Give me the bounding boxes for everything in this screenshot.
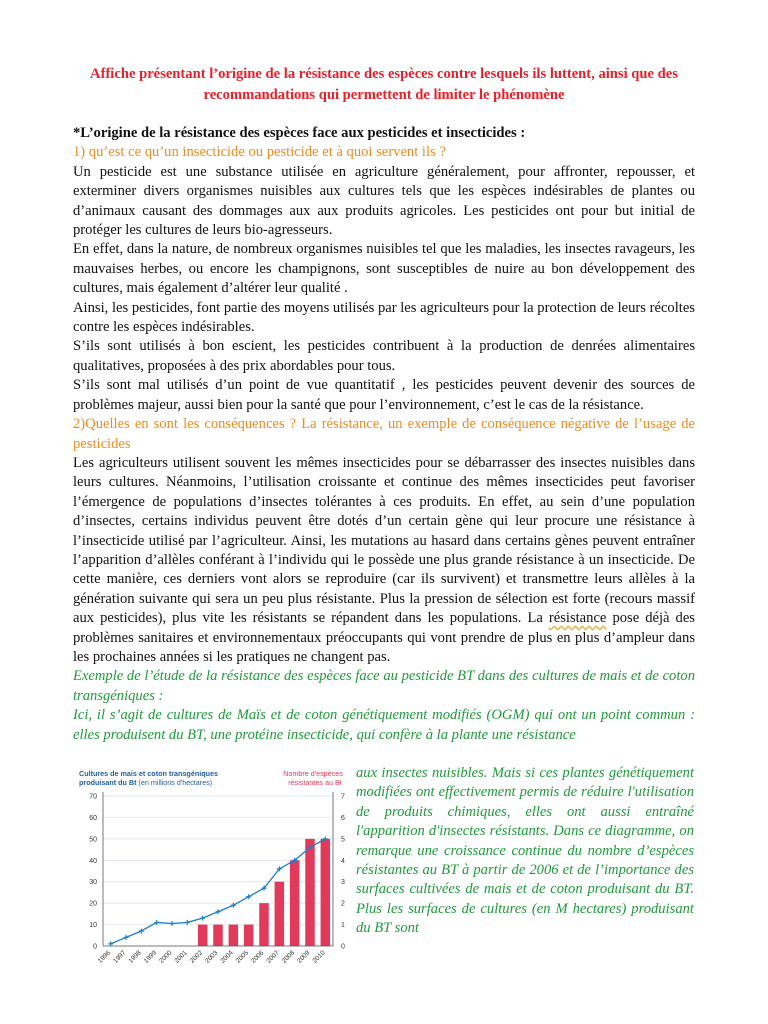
paragraph-3: Ainsi, les pesticides, font partie des moyens utilisés par les agriculteurs pour la protection de leurs récoltes contre les espèces indésirables. [73,299,695,336]
chart-bar [259,903,269,946]
chart-right-title-1: Nombre d'espèces [283,769,343,778]
chart-right-tick-label: 0 [341,943,345,951]
side-text: aux insectes nuisibles. Mais si ces plantes génétiquement modifiées ont effectivement permis de réduire l'utilisation de produits chimiques, elles ont aussi entraîné l'apparition d'insectes résistants. Dans ce diagramme, on remarque une croissance continue du nombre d’espèces résistantes au BT à partir de 2006 et de l’importance des surfaces cultivées de mais et de coton produisant du BT. Plus les surfaces de cultures (en M hectares) produisant du BT sont [356,765,694,937]
chart-left-tick-label: 0 [93,943,97,951]
chart-left-title-1: Cultures de mais et coton transgéniques [79,769,218,778]
chart-right-tick-label: 6 [341,814,345,822]
chart-left-tick-label: 50 [89,836,97,844]
chart-right-tick-label: 7 [341,793,345,801]
chart-x-tick-label: 2008 [280,949,297,965]
chart-x-tick-label: 2003 [204,949,220,965]
chart-right-tick-label: 5 [341,836,345,844]
chart-bar [198,925,208,946]
chart-x-tick-label: 1998 [127,949,143,965]
chart-x-tick-label: 2006 [250,949,266,965]
chart-bar [305,839,315,946]
chart-x-tick-label: 2010 [311,949,327,965]
chart-x-tick-label: 2005 [234,949,251,965]
chart [75,764,353,972]
paragraph-1: Un pesticide est une substance utilisée en agriculture généralement, pour affronter, repousser, et exterminer divers organismes nuisibles aux cultures tels que les espèces indésirables de plantes ou d’animaux causant des dommages aux aux produits agricoles. Les pesticides ont pour but initial de protéger les cultures de leurs bio-agresseurs. [73,163,695,239]
chart-right-tick-label: 2 [341,900,345,908]
chart-left-title-2 [79,778,212,787]
section-heading: *L’origine de la résistance des espèces face aux pesticides et insecticides : [73,125,526,141]
example-text: Ici, il s’agit de cultures de Maïs et de coton génétiquement modifiés (OGM) qui ont un point commun : elles produisent du BT, une protéine insecticide, qui confère à la plante une résistance [73,707,695,743]
chart-bar [244,925,254,946]
paragraph-4: S’ils sont utilisés à bon escient, les pesticides contribuent à la production de denrées alimentaires qualitatives, proposées à des prix abordables pour tous. [73,338,695,374]
chart-left-tick-label: 20 [89,900,97,908]
chart-x-tick-label: 1996 [96,949,113,965]
chart-x-tick-label: 2009 [296,949,312,965]
paragraph-2: En effet, dans la nature, de nombreux organismes nuisibles tel que les maladies, les insectes ravageurs, les mauvaises herbes, ou encore les champignons, sont susceptibles de nuire au bon développement des cultures, mais également d’altérer leur qualité . [73,241,695,297]
paragraph-6-part-2: pose déjà des problèmes sanitaires et environnementaux préoccupants qui vont prendre de plus en plus d’ampleur dans les prochaines années si les pratiques ne changent pas. [73,610,695,665]
chart-left-tick-label: 70 [89,793,97,801]
question-1: 1) qu’est ce qu’un insecticide ou pesticide et à quoi servent ils ? [73,144,446,161]
chart-bar [275,882,285,946]
chart-left-tick-label: 30 [89,879,97,887]
chart-x-tick-label: 2004 [219,949,235,965]
chart-x-tick-label: 2007 [265,949,281,965]
chart-left-tick-label: 10 [89,922,97,930]
paragraph-6 [73,454,695,667]
chart-bar [290,860,300,946]
chart-x-tick-label: 2002 [188,949,205,965]
chart-bar [213,925,223,946]
chart-x-tick-label: 1997 [112,949,128,965]
chart-right-title-2: résistantes au Bt [288,778,342,787]
chart-right-tick-label: 3 [341,879,345,887]
chart-svg [75,764,353,972]
chart-left-tick-label: 40 [89,857,97,865]
chart-left-unit: (en millions d'hectares) [138,778,213,787]
example-intro: Exemple de l’étude de la résistance des espèces face au pesticide BT dans des cultures de mais et de coton transgéniques : [73,668,695,704]
chart-x-tick-label: 2001 [173,949,189,965]
chart-right-tick-label: 4 [341,857,345,865]
page-title: Affiche présentant l’origine de la résistance des espèces contre lesquels ils luttent, ainsi que des recommandations qui permettent de limiter le phénomène [90,66,678,103]
chart-left-tick-label: 60 [89,814,97,822]
chart-bar [229,925,239,946]
paragraph-5: S’ils sont mal utilisés d’un point de vue quantitatif , les pesticides peuvent devenir des sources de problèmes majeur, aussi bien pour la santé que pour l’environnement, c’est le cas de la résistance. [73,377,695,413]
document-body [73,124,695,745]
paragraph-6-part-1: Les agriculteurs utilisent souvent les mêmes insecticides pour se débarrasser des insectes nuisibles dans leurs cultures. Néanmoins, l’utilisation croissante et continue des mêmes insecticides peut favoriser l’émergence de populations d’insectes tolérantes à ces produits. En effet, au sein d’une population d’insectes, certains individus peuvent être dotés d’un certain gène qui leur procure une résistance à l’insecticide utilisé par l’agriculteur. Ainsi, les mutations au hasard dans certains gènes peuvent entraîner l’apparition d’allèles conférant à l’individu qui le possède une plus grande résistance à un insecticide. De cette manière, ces derniers vont alors se reproduire (car ils survivent) et transmettre leurs allèles à la génération suivante qui sera un peu plus résistante. Plus la pression de sélection est forte (recours massif aux pesticides), plus vite les résistants se répandent dans les populations. La [73,454,695,627]
chart-left-title-2-text: produisant du Bt [79,778,137,787]
question-2: 2)Quelles en sont les conséquences ? La résistance, un exemple de conséquence négative de l’usage de pesticides [73,416,695,452]
chart-right-tick-label: 1 [341,922,345,930]
chart-x-tick-label: 1999 [142,949,159,965]
chart-bar [321,839,331,946]
chart-x-tick-label: 2000 [158,949,174,965]
spellcheck-word: résistance [548,610,607,627]
